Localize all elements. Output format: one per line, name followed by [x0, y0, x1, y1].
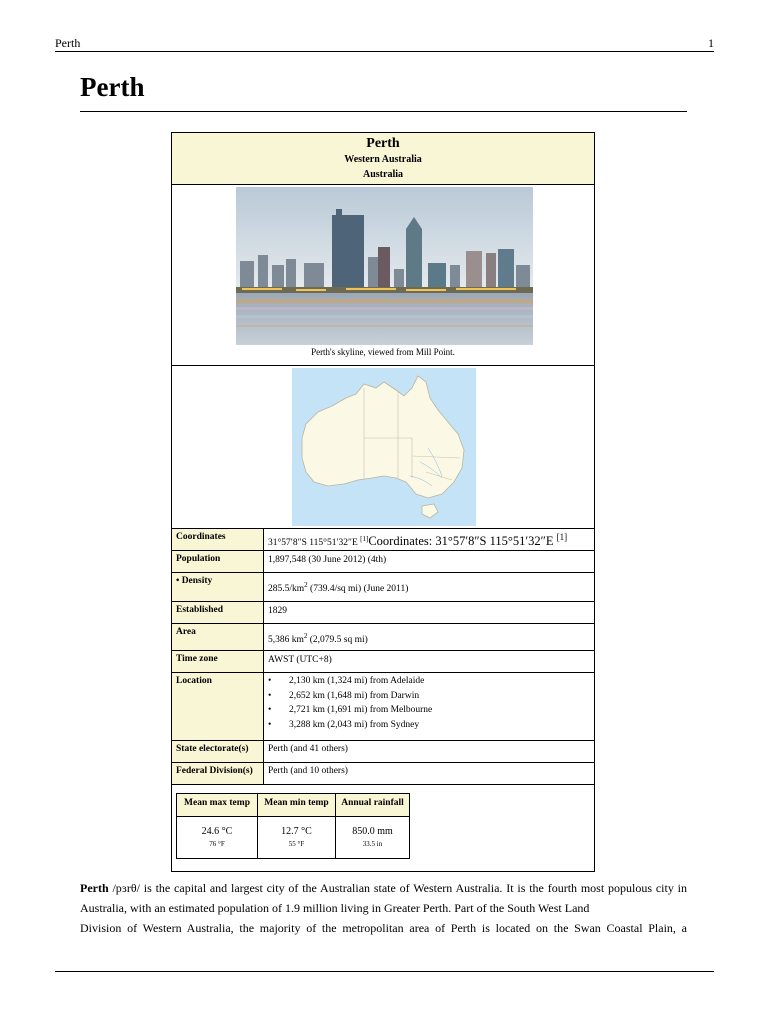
- density-rest: (739.4/sq mi) (June 2011): [307, 584, 409, 595]
- climate-value-max: 24.6 °C: [201, 826, 233, 837]
- location-melbourne: 2,721 km (1,691 mi) from Melbourne: [289, 705, 433, 715]
- climate-secondary-max: 76 °F: [209, 840, 225, 848]
- locator-map-cell: [172, 366, 594, 528]
- list-item: [268, 676, 432, 691]
- location-darwin: 2,652 km (1,648 mi) from Darwin: [289, 690, 420, 701]
- row-divider: [172, 784, 594, 785]
- location-sydney: 3,288 km (2,043 mi) from Sydney: [289, 719, 420, 730]
- value-state-electorate[interactable]: Perth (and 41 others): [268, 744, 348, 754]
- value-population: 1,897,548 (30 June 2012) (4th): [268, 555, 387, 565]
- infobox-state-link[interactable]: Western Australia: [344, 154, 422, 165]
- label-federal-division: Federal Division(s): [172, 763, 264, 785]
- climate-value-rain: 850.0 mm: [352, 826, 393, 837]
- location-adelaide: 2,130 km (1,324 mi) from Adelaide: [289, 676, 425, 686]
- value-coordinates[interactable]: [268, 532, 567, 549]
- value-established: 1829: [268, 606, 287, 616]
- label-location: Location: [172, 673, 264, 741]
- label-density: • Density: [172, 573, 264, 602]
- climate-header-rain: Annual rainfall: [341, 798, 404, 808]
- lead-text-line-3: Division of Western Australia, the majority of the metropolitan area of Perth is located on the Swan Coastal Plain, a: [80, 921, 687, 935]
- value-density: [268, 581, 408, 594]
- label-population: Population: [172, 551, 264, 573]
- title-divider: [80, 111, 687, 112]
- value-area: [268, 632, 368, 645]
- climate-col-max: [177, 794, 258, 858]
- coordinates-ref-2[interactable]: [1]: [556, 532, 568, 542]
- climate-header-min: Mean min temp: [264, 798, 329, 808]
- row-location: [172, 672, 594, 741]
- climate-secondary-rain: 33.5 in: [362, 840, 383, 848]
- climate-header-max: Mean max temp: [184, 798, 250, 808]
- coordinates-ref[interactable]: [1]: [360, 535, 369, 543]
- label-coordinates: Coordinates: [172, 529, 264, 551]
- skyline-photo-cell: [172, 185, 594, 366]
- list-item: [268, 691, 432, 706]
- row-coordinates: [172, 528, 594, 551]
- label-area: Area: [172, 624, 264, 651]
- coordinates-large[interactable]: Coordinates: 31°57′8″S 115°51′32″E: [368, 534, 554, 549]
- bullet: •: [268, 705, 272, 715]
- row-federal-division: [172, 762, 594, 785]
- australia-map[interactable]: [292, 368, 476, 526]
- location-list: [268, 676, 432, 734]
- infobox-country-link[interactable]: Australia: [363, 169, 403, 180]
- area-sup: 2: [303, 632, 308, 640]
- label-time-zone: Time zone: [172, 651, 264, 673]
- density-value: 285.5/km: [268, 584, 305, 595]
- row-area: [172, 623, 594, 651]
- label-established: Established: [172, 602, 264, 624]
- article-title: Perth: [80, 72, 145, 102]
- infobox-header: [172, 133, 594, 185]
- row-state-electorate: [172, 740, 594, 763]
- skyline-image[interactable]: [236, 187, 533, 345]
- label-state-electorate: State electorate(s): [172, 741, 264, 763]
- row-density: [172, 572, 594, 602]
- area-value: 5,386 km: [268, 635, 304, 646]
- row-population: [172, 550, 594, 573]
- running-header-title: Perth: [55, 36, 81, 50]
- climate-table: [176, 793, 410, 859]
- coordinates-small[interactable]: 31°57′8″S 115°51′32″E: [268, 538, 358, 549]
- value-federal-division[interactable]: Perth (and 10 others): [268, 766, 348, 776]
- bullet: •: [268, 676, 272, 686]
- lead-text: /pɜrθ/ is the capital and largest city of the Australian state of Western Australia. It is the fourth most populous city in Australia, with an estimated population of 1.9 million living in Greater Perth. Part of the South West Land: [80, 881, 687, 915]
- row-time-zone: [172, 650, 594, 673]
- list-item: [268, 720, 432, 735]
- climate-col-min: [258, 794, 336, 858]
- infobox-title: Perth: [366, 136, 400, 151]
- row-established: [172, 601, 594, 624]
- running-header: [55, 36, 714, 52]
- area-rest: (2,079.5 sq mi): [307, 635, 368, 646]
- climate-value-min: 12.7 °C: [281, 826, 312, 837]
- bullet: •: [268, 690, 272, 701]
- list-item: [268, 705, 432, 720]
- value-time-zone: AWST (UTC+8): [268, 655, 332, 665]
- page-number: 1: [708, 36, 714, 50]
- infobox: [171, 132, 595, 872]
- lead-paragraph: [80, 878, 687, 938]
- climate-secondary-min: 55 °F: [288, 840, 305, 848]
- photo-caption: Perth's skyline, viewed from Mill Point.: [311, 347, 455, 357]
- lead-term: Perth: [80, 881, 109, 895]
- climate-col-rain: [336, 794, 409, 858]
- footer-divider: [55, 971, 714, 972]
- bullet: •: [268, 719, 272, 730]
- density-sup: 2: [304, 581, 308, 589]
